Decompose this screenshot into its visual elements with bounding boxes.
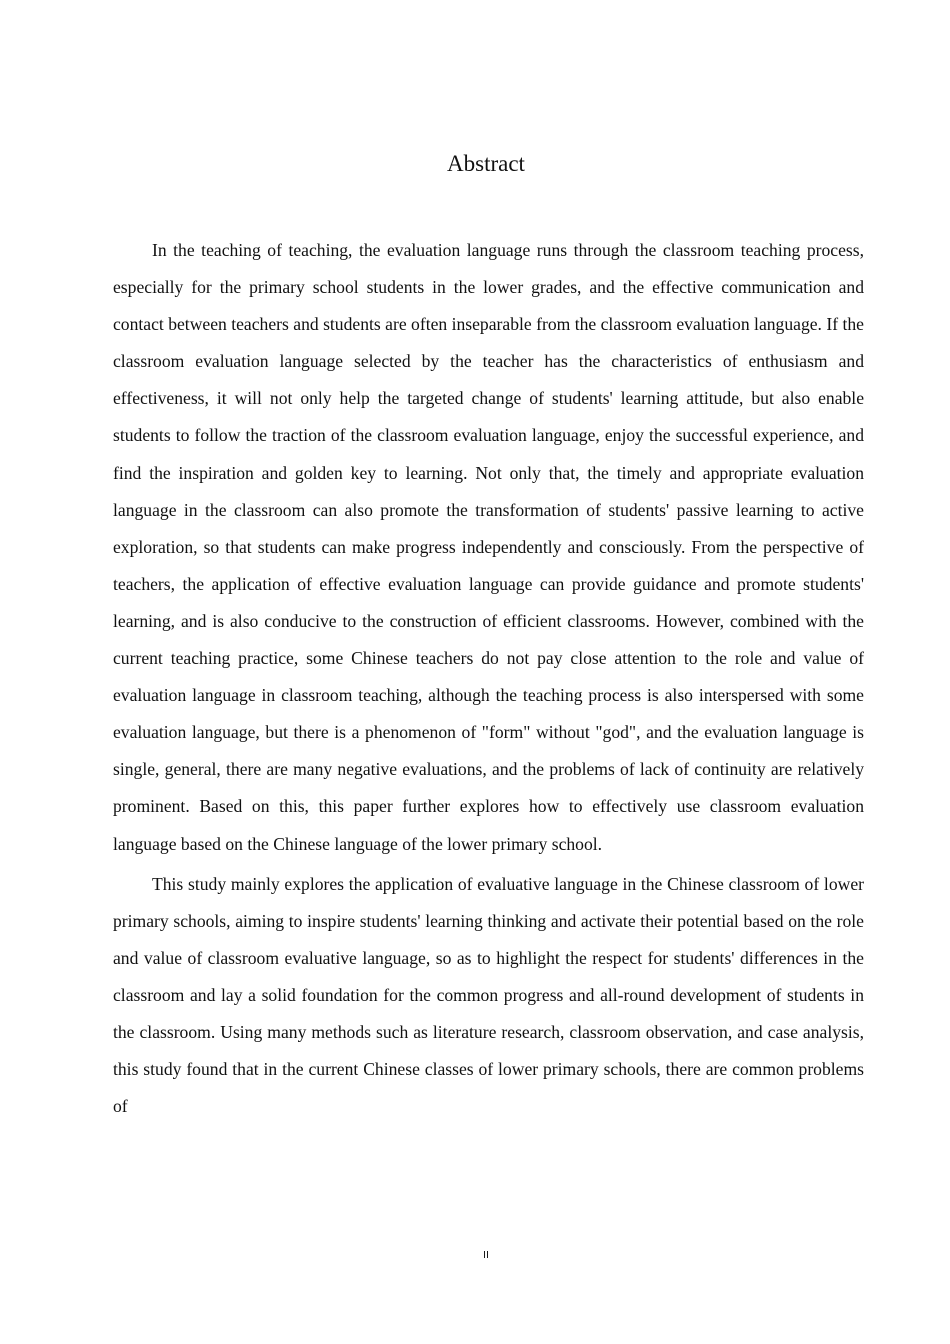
abstract-title: Abstract — [447, 151, 525, 176]
abstract-paragraph-1: In the teaching of teaching, the evaluation language runs through the classroom teaching process, especially for the primary school students in the lower grades, and the effective communication and contact between teachers and students are often inseparable from the classroom evaluation language. If the classroom evaluation language selected by the teacher has the characteristics of enthusiasm and effectiveness, it will not only help the targeted change of students' learning attitude, but also enable students to follow the traction of the classroom evaluation language, enjoy the successful experience, and find the inspiration and golden key to learning. Not only that, the timely and appropriate evaluation language in the classroom can also promote the transformation of students' passive learning to active exploration, so that students can make progress independently and consciously. From the perspective of teachers, the application of effective evaluation language can provide guidance and promote students' learning, and is also conducive to the construction of efficient classrooms. However, combined with the current teaching practice, some Chinese teachers do not pay close attention to the role and value of evaluation language in classroom teaching, although the teaching process is also interspersed with some evaluation language, but there is a phenomenon of "form" without "god", and the evaluation language is single, general, there are many negative evaluations, and the problems of lack of continuity are relatively prominent. Based on this, this paper further explores how to effectively use classroom evaluation language based on the Chinese language of the lower primary school. — [113, 240, 864, 854]
page-number: II — [483, 1250, 489, 1261]
abstract-paragraph-2: This study mainly explores the application of evaluative language in the Chinese classroom of lower primary schools, aiming to inspire students' learning thinking and activate their potential based on the role and value of classroom evaluative language, so as to highlight the respect for students' differences in the classroom and lay a solid foundation for the common progress and all-round development of students in the classroom. Using many methods such as literature research, classroom observation, and case analysis, this study found that in the current Chinese classes of lower primary schools, there are common problems of — [113, 873, 864, 1117]
abstract-body — [113, 232, 864, 1128]
